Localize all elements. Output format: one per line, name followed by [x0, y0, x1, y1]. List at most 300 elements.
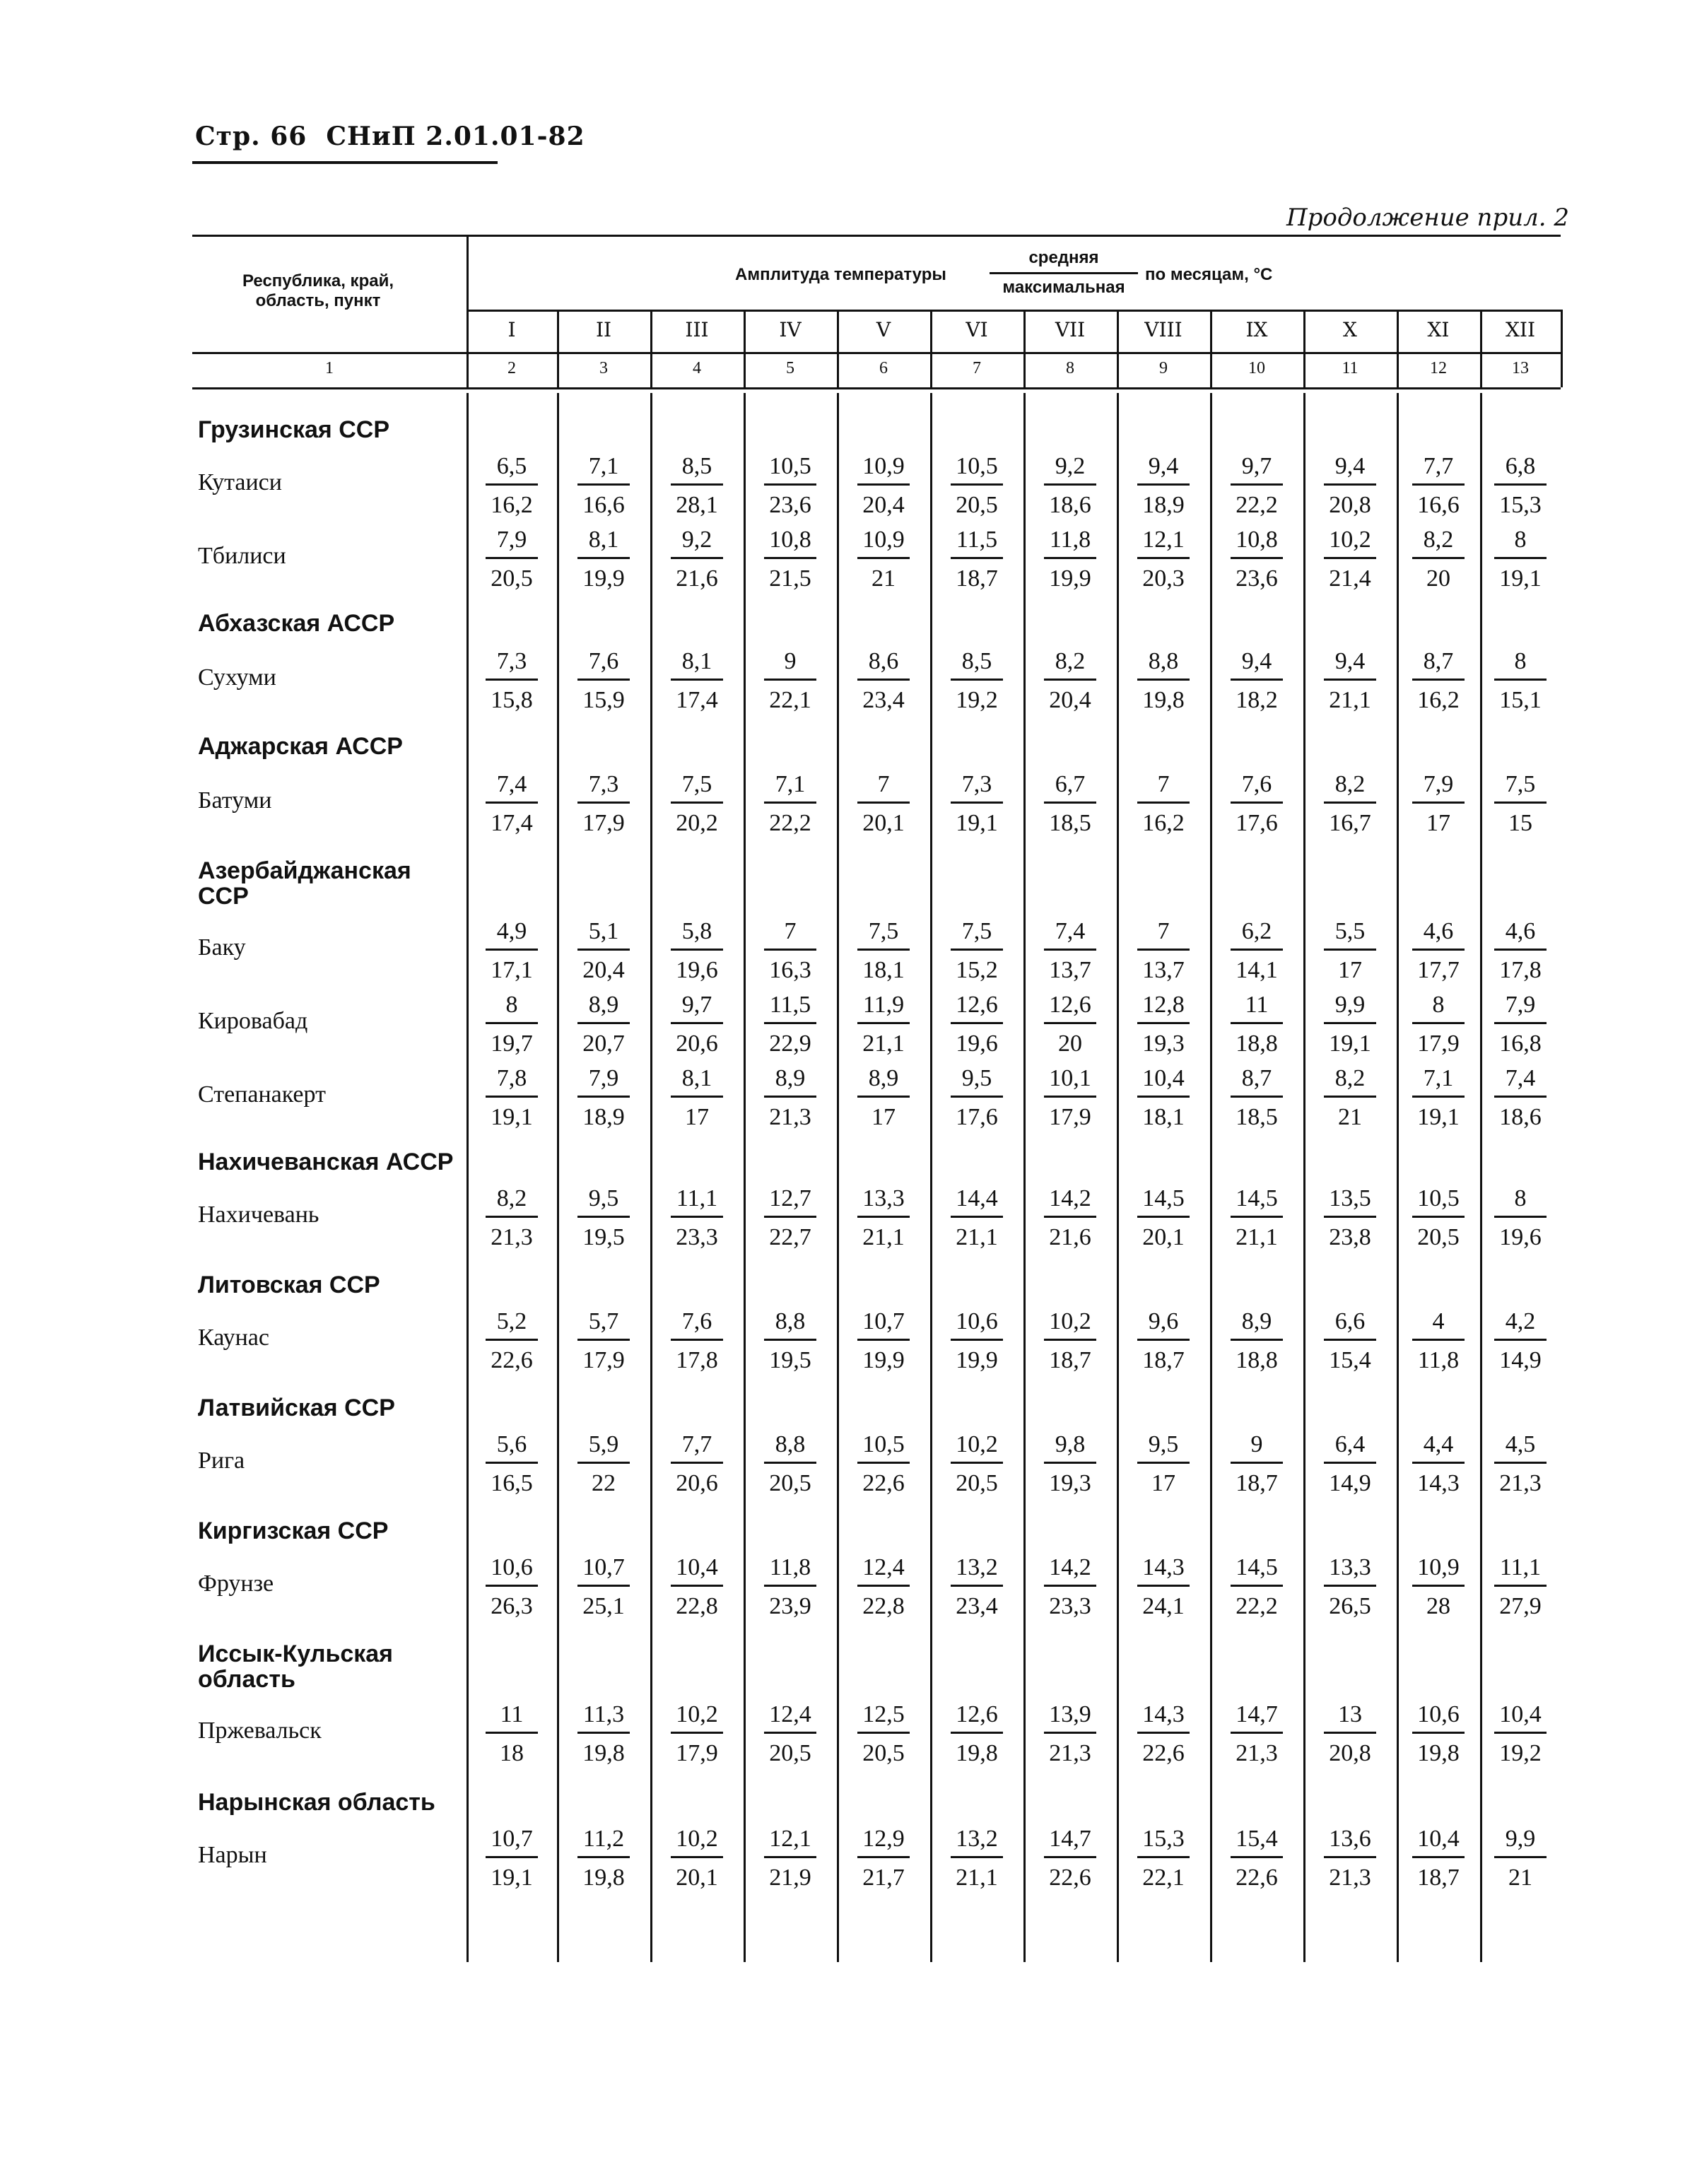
max-value: 19,1 [1417, 1104, 1460, 1130]
max-value: 19,1 [491, 1865, 533, 1891]
fraction-bar [857, 557, 910, 559]
fraction-bar [1137, 1585, 1190, 1587]
header-col-rule [1303, 310, 1305, 387]
max-value: 19,2 [956, 687, 998, 713]
max-value: 16,6 [582, 492, 625, 518]
avg-value: 10,4 [1417, 1826, 1460, 1852]
doc-code: СНиП 2.01.01-82 [326, 122, 585, 151]
amplitude-cell [1316, 1431, 1384, 1498]
amplitude-cell [478, 917, 546, 985]
avg-value: 7,3 [961, 771, 992, 797]
max-value: 11,8 [1417, 1347, 1460, 1373]
avg-value: 8 [505, 992, 518, 1018]
col-number: 13 [1512, 359, 1529, 377]
amplitude-cell [1316, 1701, 1384, 1768]
fraction-bar [857, 1096, 910, 1098]
max-value: 16,5 [491, 1470, 533, 1496]
region-name: Нахичеванская АССР [198, 1149, 454, 1175]
fraction-bar [577, 1732, 630, 1734]
amplitude-cell [1223, 1701, 1291, 1768]
max-value: 13,7 [1049, 957, 1091, 983]
max-value: 17,9 [676, 1740, 718, 1766]
max-value: 18,1 [862, 957, 905, 983]
avg-value: 14,5 [1236, 1185, 1278, 1211]
city-name: Сухуми [198, 664, 276, 691]
amplitude-cell [756, 1431, 824, 1498]
avg-value: 14,3 [1142, 1554, 1185, 1580]
fraction-bar [857, 1216, 910, 1218]
avg-value: 11,3 [582, 1701, 625, 1727]
max-value: 18,7 [1236, 1470, 1278, 1496]
avg-value: 9,6 [1148, 1308, 1179, 1334]
amplitude-cell [478, 1064, 546, 1132]
amplitude-cell [850, 770, 917, 838]
amplitude-cell [756, 452, 824, 519]
fraction-bar [1231, 1585, 1283, 1587]
avg-value: 9,8 [1055, 1431, 1086, 1457]
max-value: 21,1 [1329, 687, 1371, 713]
col-number: 3 [599, 359, 608, 377]
max-value: 20,5 [769, 1470, 811, 1496]
amplitude-cell [943, 1064, 1011, 1132]
amplitude-cell [478, 770, 546, 838]
max-value: 18,8 [1236, 1031, 1278, 1057]
fraction-bar [857, 949, 910, 951]
amplitude-cell [1223, 1431, 1291, 1498]
max-value: 18,6 [1499, 1104, 1542, 1130]
fraction-bar [577, 1216, 630, 1218]
max-value: 19,6 [956, 1031, 998, 1057]
max-value: 26,3 [491, 1593, 533, 1619]
avg-value: 7,3 [588, 771, 619, 797]
max-value: 28 [1426, 1593, 1450, 1619]
avg-value: 10,8 [769, 527, 811, 553]
header-col-rule [557, 310, 559, 387]
fraction-bar [486, 1339, 538, 1341]
max-value: 22,6 [491, 1347, 533, 1373]
max-value: 18 [500, 1740, 524, 1766]
month-bottom-rule [192, 352, 1561, 354]
avg-value: 7,4 [496, 771, 527, 797]
fraction-bar [671, 1096, 723, 1098]
fraction-bar [486, 557, 538, 559]
avg-value: 8,2 [1055, 648, 1086, 674]
max-value: 19,1 [956, 810, 998, 836]
fraction-bar [951, 1585, 1003, 1587]
amplitude-cell [663, 526, 731, 593]
amplitude-cell [1223, 647, 1291, 715]
avg-value: 12,7 [769, 1185, 811, 1211]
max-value: 22,8 [862, 1593, 905, 1619]
avg-value: 5,2 [496, 1308, 527, 1334]
city-name: Батуми [198, 787, 272, 814]
avg-value: 8,1 [681, 1065, 712, 1091]
amplitude-cell [850, 1431, 917, 1498]
fraction-bar [857, 1339, 910, 1341]
max-value: 17 [685, 1104, 709, 1130]
avg-value: 8 [1514, 648, 1527, 674]
max-value: 14,9 [1329, 1470, 1371, 1496]
region-name: Киргизская ССР [198, 1517, 389, 1544]
amplitude-cell [1129, 1701, 1197, 1768]
avg-value: 10,7 [862, 1308, 905, 1334]
avg-value: 4,2 [1505, 1308, 1536, 1334]
max-value: 17 [1426, 810, 1450, 836]
month-header: X [1343, 318, 1357, 341]
fraction-bar [1494, 1339, 1547, 1341]
max-value: 19,1 [1499, 565, 1542, 592]
fraction-bar [1412, 949, 1465, 951]
fraction-bar [1324, 802, 1376, 804]
max-value: 20,1 [676, 1865, 718, 1891]
amplitude-cell [1036, 1185, 1104, 1252]
avg-value: 10,9 [1417, 1554, 1460, 1580]
fraction-bar [951, 1339, 1003, 1341]
amplitude-cell [943, 1431, 1011, 1498]
header-col-rule [466, 235, 469, 387]
first-col-header: Республика, край, область, пункт [242, 271, 394, 310]
fraction-bar [671, 949, 723, 951]
region-name: Литовская ССР [198, 1272, 380, 1298]
amplitude-cell [570, 1308, 638, 1375]
max-value: 18,7 [1417, 1865, 1460, 1891]
avg-value: 7 [877, 771, 890, 797]
fraction-bar [1494, 1585, 1547, 1587]
avg-value: 10,9 [862, 527, 905, 553]
max-value: 23,8 [1329, 1224, 1371, 1250]
fraction-bar [577, 1856, 630, 1858]
avg-value: 8,7 [1423, 648, 1454, 674]
fraction-bar [951, 949, 1003, 951]
fraction-bar [1137, 1096, 1190, 1098]
fraction-bar [1412, 1585, 1465, 1587]
region-name: Нарынская область [198, 1789, 435, 1816]
max-value: 19,8 [1417, 1740, 1460, 1766]
amplitude-cell [570, 526, 638, 593]
max-value: 21,1 [956, 1865, 998, 1891]
avg-value: 8,1 [588, 527, 619, 553]
max-value: 18,2 [1236, 687, 1278, 713]
col-number: 12 [1430, 359, 1447, 377]
per-month-label: по месяцам, °С [1145, 265, 1273, 284]
amplitude-cell [943, 1825, 1011, 1892]
fraction-bar [951, 1462, 1003, 1464]
amplitude-cell [1129, 1431, 1197, 1498]
max-value: 22,9 [769, 1031, 811, 1057]
fraction-bar [1137, 1022, 1190, 1024]
avg-value: 7,9 [496, 527, 527, 553]
avg-value: 10,4 [1499, 1701, 1542, 1727]
max-value: 20,1 [1142, 1224, 1185, 1250]
region-name: Абхазская АССР [198, 610, 395, 637]
avg-value: 4,6 [1423, 918, 1454, 944]
avg-value: 8,2 [1334, 771, 1366, 797]
fraction-bar [1044, 1096, 1096, 1098]
max-value: 21 [1338, 1104, 1362, 1130]
header-col-rule [1210, 310, 1212, 387]
fraction-bar [857, 679, 910, 681]
avg-value: 8,2 [1334, 1065, 1366, 1091]
max-value: 20,1 [862, 810, 905, 836]
max-value: 17,9 [1417, 1031, 1460, 1057]
max-value: 17,9 [582, 1347, 625, 1373]
max-value: 21,1 [862, 1224, 905, 1250]
amplitude-cell [663, 1308, 731, 1375]
max-value: 27,9 [1499, 1593, 1542, 1619]
amplitude-cell [663, 1701, 731, 1768]
body-col-rule [1023, 393, 1026, 1962]
fraction-bar [1324, 1096, 1376, 1098]
amplitude-cell [663, 647, 731, 715]
avg-value: 9,7 [1241, 453, 1272, 479]
avg-value: 9,5 [1148, 1431, 1179, 1457]
max-value: 21,1 [956, 1224, 998, 1250]
fraction-bar [1494, 802, 1547, 804]
fraction-bar [1412, 679, 1465, 681]
max-value: 18,7 [1049, 1347, 1091, 1373]
max-value: 17,8 [676, 1347, 718, 1373]
amplitude-cell [1316, 917, 1384, 985]
avg-value: 13,9 [1049, 1701, 1091, 1727]
avg-value: 10,5 [862, 1431, 905, 1457]
amplitude-cell [1036, 770, 1104, 838]
fraction-bar [1137, 1339, 1190, 1341]
avg-value: 10,4 [676, 1554, 718, 1580]
amplitude-cell [570, 917, 638, 985]
fraction-bar [577, 1585, 630, 1587]
max-value: 20,5 [862, 1740, 905, 1766]
avg-value: 5,7 [588, 1308, 619, 1334]
avg-value: 6,6 [1334, 1308, 1366, 1334]
month-header: XII [1505, 318, 1536, 341]
max-value: 13,7 [1142, 957, 1185, 983]
avg-value: 7 [1157, 771, 1170, 797]
avg-value: 11,8 [1049, 527, 1091, 553]
amplitude-cell [1036, 1308, 1104, 1375]
fraction-bar [951, 679, 1003, 681]
avg-value: 7,1 [775, 771, 806, 797]
fraction-bar [486, 1022, 538, 1024]
amplitude-cell [1129, 770, 1197, 838]
avg-value: 12,1 [769, 1826, 811, 1852]
max-value: 19,5 [582, 1224, 625, 1250]
fraction-bar [1231, 1732, 1283, 1734]
max-value: 14,1 [1236, 957, 1278, 983]
amplitude-cell [943, 647, 1011, 715]
avg-value: 7,1 [588, 453, 619, 479]
fraction-bar [577, 557, 630, 559]
amplitude-cell [1486, 1701, 1554, 1768]
avg-value: 7,6 [681, 1308, 712, 1334]
max-value: 20,6 [676, 1470, 718, 1496]
amplitude-cell [663, 1185, 731, 1252]
max-value: 23,9 [769, 1593, 811, 1619]
avg-value: 12,6 [1049, 992, 1091, 1018]
amplitude-cell [570, 991, 638, 1058]
fraction-bar [1137, 557, 1190, 559]
amplitude-cell [1129, 917, 1197, 985]
max-value: 19,8 [956, 1740, 998, 1766]
amplitude-cell [1223, 1308, 1291, 1375]
fraction-bar [951, 802, 1003, 804]
fraction-bar [1044, 557, 1096, 559]
max-value: 21,5 [769, 565, 811, 592]
fraction-bar [1044, 949, 1096, 951]
fraction-bar [1412, 1462, 1465, 1464]
month-header: VI [966, 318, 988, 341]
amplitude-cell [1316, 770, 1384, 838]
max-value: 17,9 [1049, 1104, 1091, 1130]
fraction-bar [764, 679, 816, 681]
avg-value: 7,5 [961, 918, 992, 944]
fraction-bar [1412, 1856, 1465, 1858]
fraction-bar [1231, 1339, 1283, 1341]
avg-value: 8,2 [1423, 527, 1454, 553]
avg-value: 7,8 [496, 1065, 527, 1091]
fraction-bar [1044, 1585, 1096, 1587]
amplitude-cell [663, 1554, 731, 1621]
amplitude-cell [1223, 917, 1291, 985]
avg-value: 8,9 [775, 1065, 806, 1091]
fraction-bar [1137, 1216, 1190, 1218]
max-value: 20,3 [1142, 565, 1185, 592]
avg-value: 8 [1432, 992, 1445, 1018]
avg-value: 10,6 [1417, 1701, 1460, 1727]
fraction-bar [486, 1096, 538, 1098]
avg-value: 13 [1338, 1701, 1362, 1727]
avg-value: 10,5 [769, 453, 811, 479]
fraction-bar [1137, 1462, 1190, 1464]
avg-value: 8,9 [588, 992, 619, 1018]
amplitude-cell [1486, 452, 1554, 519]
amplitude-cell [756, 1185, 824, 1252]
amplitude-cell [756, 1554, 824, 1621]
fraction-bar [1231, 679, 1283, 681]
amplitude-cell [1129, 1825, 1197, 1892]
fraction-bar [671, 557, 723, 559]
fraction-bar [1044, 1022, 1096, 1024]
amplitude-cell [1404, 917, 1472, 985]
amplitude-cell [756, 526, 824, 593]
amplitude-label: Амплитуда температуры [735, 265, 946, 284]
amplitude-cell [1486, 1431, 1554, 1498]
amplitude-cell [570, 1701, 638, 1768]
fraction-bar [486, 802, 538, 804]
avg-value: 4,4 [1423, 1431, 1454, 1457]
fraction-bar [1231, 802, 1283, 804]
max-value: 19,2 [1499, 1740, 1542, 1766]
amplitude-cell [570, 1185, 638, 1252]
amplitude-cell [663, 991, 731, 1058]
max-value: 19,8 [582, 1740, 625, 1766]
month-header: V [876, 318, 891, 341]
avg-value: 8,9 [1241, 1308, 1272, 1334]
fraction-bar [486, 1856, 538, 1858]
max-value: 20,5 [491, 565, 533, 592]
avg-value: 13,3 [1329, 1554, 1371, 1580]
max-value: 22,8 [676, 1593, 718, 1619]
avg-value: 5,1 [588, 918, 619, 944]
avg-value: 10,6 [491, 1554, 533, 1580]
avg-value: 10,7 [582, 1554, 625, 1580]
max-value: 19,1 [491, 1104, 533, 1130]
avg-value: 13,5 [1329, 1185, 1371, 1211]
fraction-bar [1324, 1462, 1376, 1464]
avg-value: 8,7 [1241, 1065, 1272, 1091]
avg-value: 9 [1250, 1431, 1263, 1457]
avg-value: 8,8 [1148, 648, 1179, 674]
col-number: 10 [1248, 359, 1265, 377]
fraction-bar [1044, 1339, 1096, 1341]
amplitude-cell [1404, 1185, 1472, 1252]
avg-value: 8,8 [775, 1431, 806, 1457]
max-value: 17,6 [956, 1104, 998, 1130]
header-col-rule [1480, 310, 1482, 387]
fraction-bar [1044, 1732, 1096, 1734]
col-number: 5 [786, 359, 794, 377]
fraction-bar [486, 1462, 538, 1464]
avg-value: 7,9 [1423, 771, 1454, 797]
amplitude-cell [1486, 1185, 1554, 1252]
max-value: 19,9 [582, 565, 625, 592]
avg-value: 9,4 [1334, 453, 1366, 479]
fraction-bar [764, 1856, 816, 1858]
fraction-bar [486, 949, 538, 951]
avg-value: 4,6 [1505, 918, 1536, 944]
max-value: 20 [1058, 1031, 1082, 1057]
avg-value: 6,4 [1334, 1431, 1366, 1457]
fraction-bar [671, 1462, 723, 1464]
fraction-bar [1494, 679, 1547, 681]
avg-value: 10,1 [1049, 1065, 1091, 1091]
amplitude-cell [943, 526, 1011, 593]
avg-value: 9,4 [1241, 648, 1272, 674]
amplitude-cell [943, 452, 1011, 519]
body-col-rule [650, 393, 652, 1962]
fraction-bar [1494, 483, 1547, 486]
max-value: 21,7 [862, 1865, 905, 1891]
header-fraction-bar [990, 272, 1138, 274]
avg-value: 12,1 [1142, 527, 1185, 553]
body-col-rule [1480, 393, 1482, 1962]
fraction-bar [486, 1585, 538, 1587]
avg-value: 14,7 [1236, 1701, 1278, 1727]
amplitude-cell [478, 452, 546, 519]
amplitude-cell [1404, 1825, 1472, 1892]
amplitude-cell [1036, 1431, 1104, 1498]
fraction-bar [1412, 1732, 1465, 1734]
fraction-bar [857, 1856, 910, 1858]
amplitude-header [466, 244, 1561, 307]
fraction-bar [1137, 1856, 1190, 1858]
fraction-bar [1494, 949, 1547, 951]
max-value: 19,5 [769, 1347, 811, 1373]
amplitude-cell [570, 452, 638, 519]
max-value: 19,6 [676, 957, 718, 983]
max-value: 18,7 [1142, 1347, 1185, 1373]
max-value: 14,3 [1417, 1470, 1460, 1496]
fraction-bar [764, 1462, 816, 1464]
body-col-rule [837, 393, 839, 1962]
city-name: Степанакерт [198, 1081, 326, 1108]
max-value: 17,8 [1499, 957, 1542, 983]
avg-value: 4,9 [496, 918, 527, 944]
fraction-bar [1324, 1585, 1376, 1587]
fraction-bar [1137, 679, 1190, 681]
amplitude-cell [1223, 526, 1291, 593]
max-value: 23,4 [956, 1593, 998, 1619]
fraction-bar [951, 1096, 1003, 1098]
